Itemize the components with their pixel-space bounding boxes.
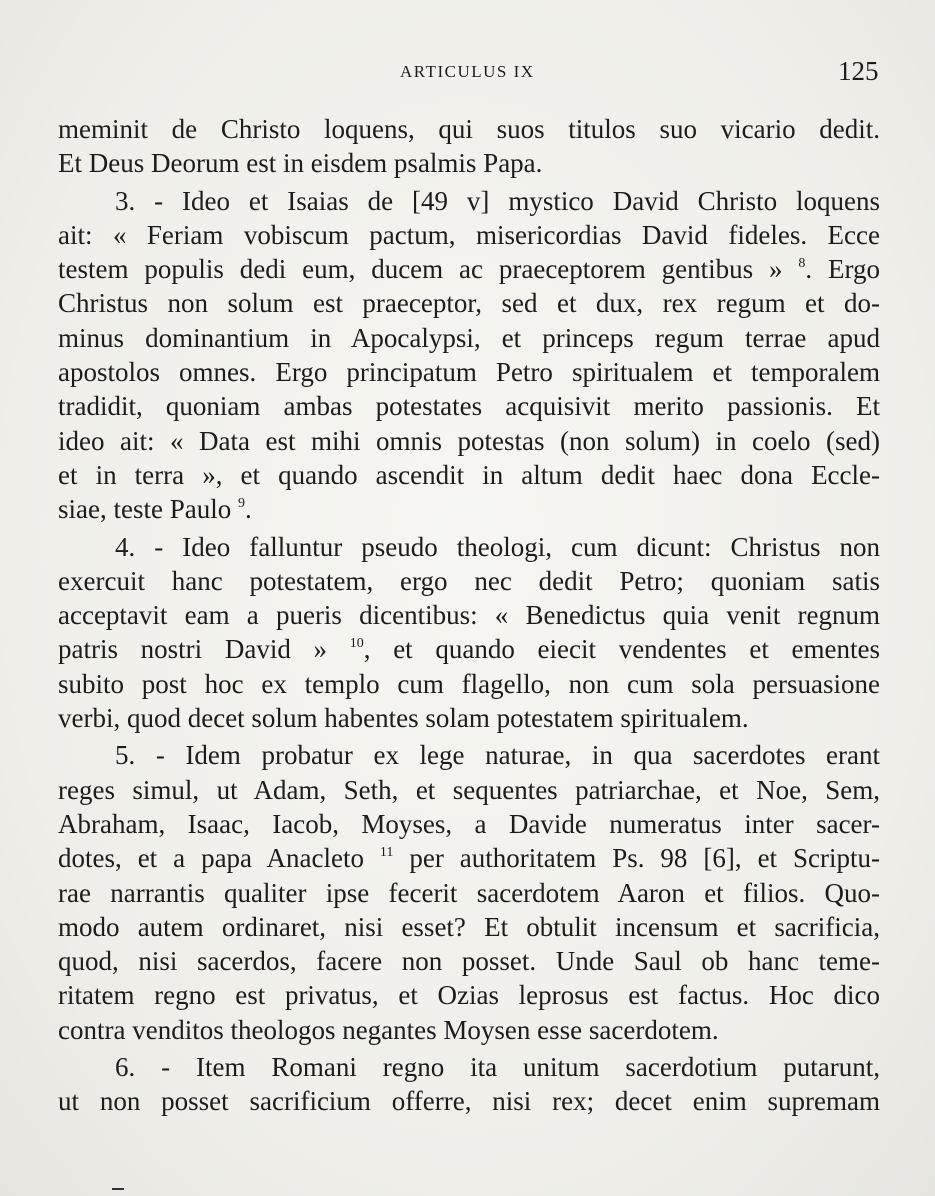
- text-line: modo autem ordinaret, nisi esset? Et obtulit incensum et sacrificia,: [58, 911, 880, 942]
- text-line: tradidit, quoniam ambas potestates acquisivit merito passionis. Et: [58, 391, 880, 422]
- text-line: reges simul, ut Adam, Seth, et sequentes patriarchae, et Noe, Sem,: [58, 774, 880, 805]
- running-head: [0, 56, 935, 96]
- text-line: exercuit hanc potestatem, ergo nec dedit Petro; quoniam satis: [58, 565, 880, 596]
- text-line: ideo ait: « Data est mihi omnis potestas (non solum) in coelo (sed): [58, 425, 880, 456]
- text-line: minus dominantium in Apocalypsi, et princeps regum terrae apud: [58, 322, 880, 353]
- text-line: ut non posset sacrificium offerre, nisi rex; decet enim supremam: [58, 1086, 880, 1117]
- footnote-ref: 9: [237, 496, 245, 512]
- page-number: 125: [838, 56, 879, 86]
- footnote-ref: 8: [798, 256, 806, 272]
- text-line: siae, teste Paulo $^9$.: [58, 494, 252, 525]
- text-line: ritatem regno est privatus, et Ozias leprosus est factus. Hoc dico: [58, 980, 880, 1011]
- text-line: 4. - Ideo falluntur pseudo theologi, cum dicunt: Christus non: [115, 531, 880, 562]
- paragraph: [58, 738, 880, 1047]
- text-line: meminit de Christo loquens, qui suos titulos suo vicario dedit.: [58, 114, 880, 144]
- paragraph: [58, 184, 880, 527]
- text-line: quod, nisi sacerdos, facere non posset. Unde Saul ob hanc teme-: [58, 946, 880, 977]
- text-line: 3. - Ideo et Isaias de [49 v] mystico David Christo loquens: [115, 185, 880, 216]
- text-line: rae narrantis qualiter ipse fecerit sacerdotem Aaron et filios. Quo-: [58, 877, 880, 908]
- text-line: acceptavit eam a pueris dicentibus: « Benedictus quia venit regnum: [58, 600, 880, 631]
- text-line: verbi, quod decet solum habentes solam potestatem spiritualem.: [58, 703, 749, 734]
- text-line: et in terra », et quando ascendit in altum dedit haec dona Eccle-: [58, 459, 880, 490]
- text-line: 5. - Idem probatur ex lege naturae, in qua sacerdotes erant: [115, 740, 880, 771]
- footnote-ref: 11: [379, 845, 394, 861]
- body-text: [58, 112, 880, 1119]
- paragraph: [58, 112, 880, 181]
- margin-mark: [112, 1188, 124, 1190]
- running-title: ARTICULUS IX: [400, 62, 535, 81]
- text-line: apostolos omnes. Ergo principatum Petro spiritualem et temporalem: [58, 357, 880, 388]
- text-line: Abraham, Isaac, Iacob, Moyses, a Davide numeratus inter sacer-: [58, 808, 880, 839]
- paragraph: [58, 530, 880, 736]
- text-line: dotes, et a papa Anacleto $^{11}$ per authoritatem Ps. 98 [6], et Scriptu-: [58, 843, 880, 874]
- paragraph: [58, 1050, 880, 1119]
- text-line: Et Deus Deorum est in eisdem psalmis Papa.: [58, 148, 543, 179]
- text-line: contra venditos theologos negantes Moysen esse sacerdotem.: [58, 1014, 719, 1045]
- footnote-ref: 10: [349, 636, 364, 652]
- text-line: ait: « Feriam vobiscum pactum, misericordias David fideles. Ecce: [58, 219, 880, 250]
- text-line: Christus non solum est praeceptor, sed et dux, rex regum et do-: [58, 288, 880, 319]
- text-line: testem populis dedi eum, ducem ac praeceptorem gentibus » $^8$. Ergo: [58, 254, 880, 285]
- text-line: subito post hoc ex templo cum flagello, non cum sola persuasione: [58, 668, 880, 699]
- text-line: 6. - Item Romani regno ita unitum sacerdotium putarunt,: [115, 1052, 880, 1083]
- text-line: patris nostri David » $^{10}$, et quando eiecit vendentes et ementes: [58, 634, 880, 665]
